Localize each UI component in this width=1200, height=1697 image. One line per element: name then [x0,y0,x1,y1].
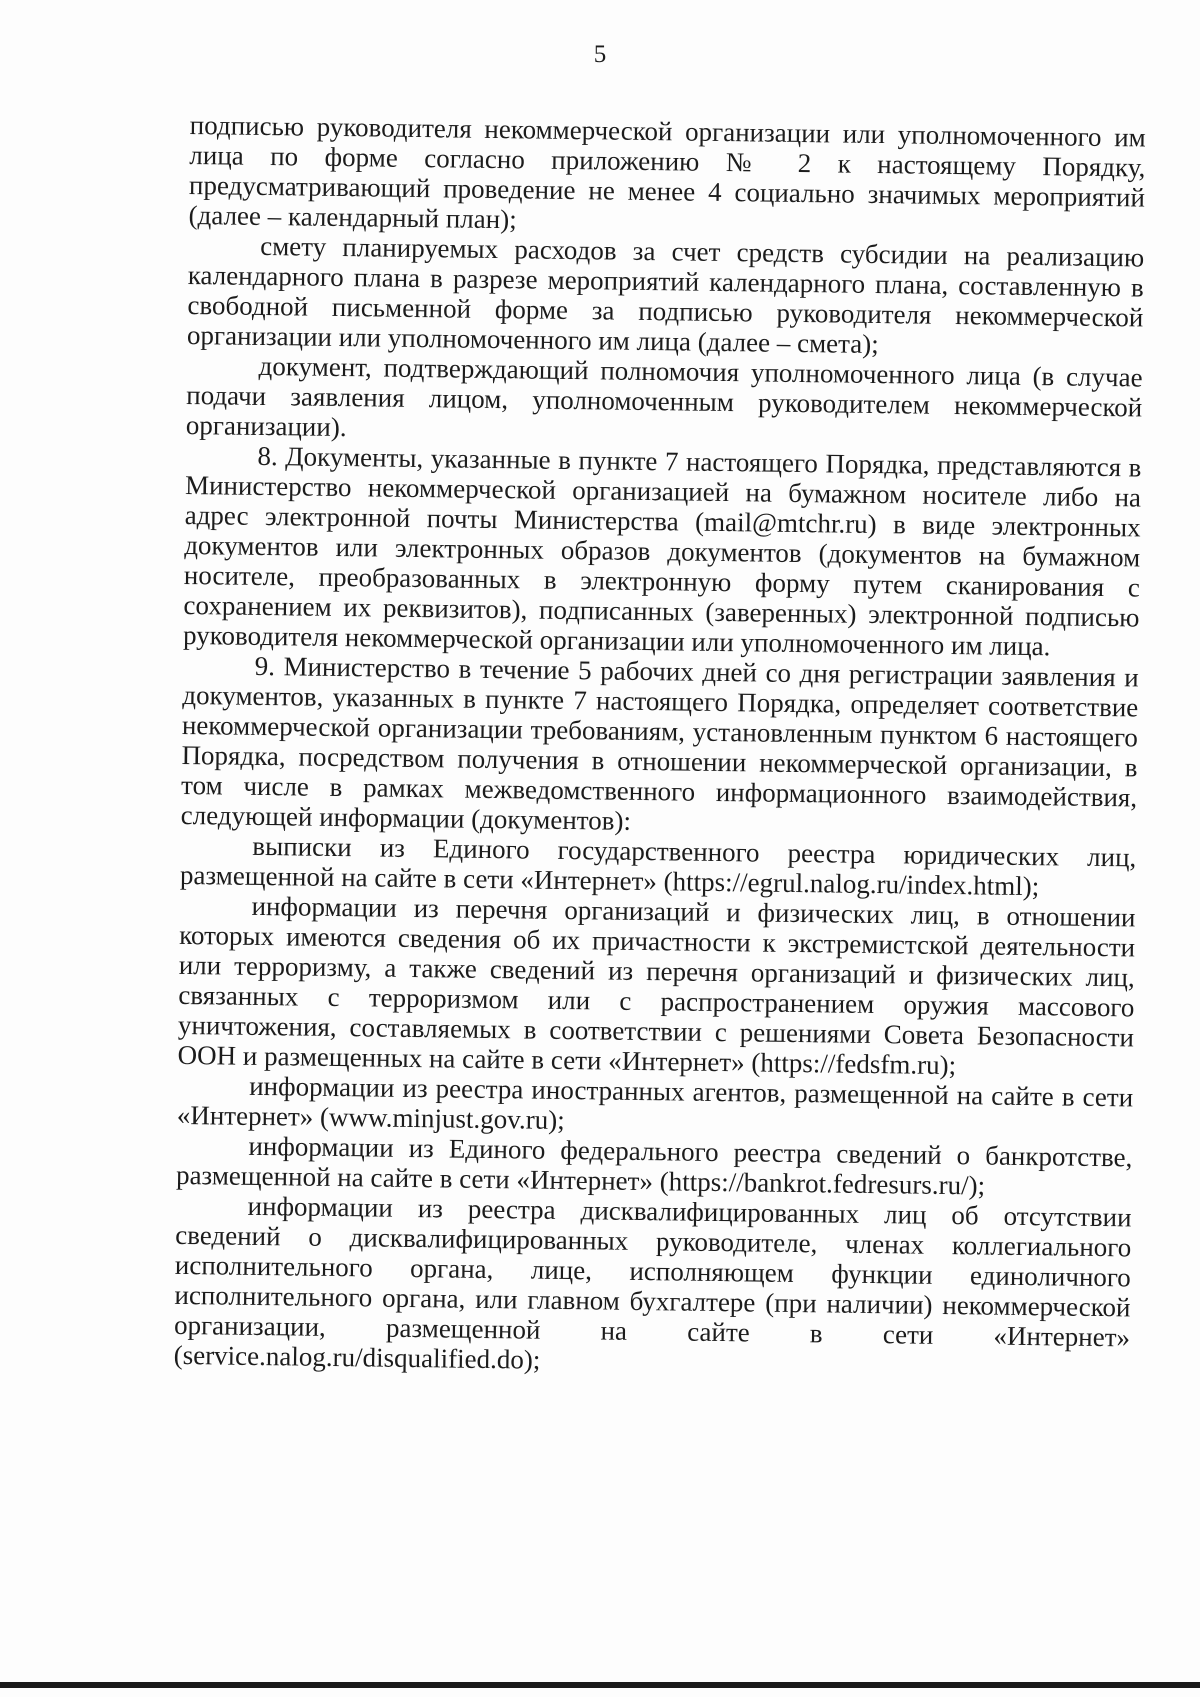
paragraph-bankruptcy-registry: информации из Единого федерального реестра сведений о банкротстве, размещенной на сайте в сети «Интернет» (https://bankrot.fedresurs.ru/); [175,1130,1133,1201]
paragraph-estimate: смету планируемых расходов за счет средств субсидии на реализацию календарного плана в разрезе мероприятий календарного плана, составленную в свободной письменной форме за подписью руководителя некоммерческой организации или уполномоченного им лица (далее – смета); [186,230,1145,360]
document-body [174,110,1146,1382]
page-number: 5 [593,41,607,68]
paragraph-disqualified-registry: информации из реестра дисквалифицированных лиц об отсутствии сведений о дисквалифицированных руководителе, членах коллегиального исполнительного органа, лице, исполняющем функции единоличного исполнительного органа, или главном бухгалтере (при наличии) некоммерческой организации, размещенной на сайте в сети «Интернет» (service.nalog.ru/disqualified.do); [173,1190,1132,1375]
paragraph-authority-document: документ, подтверждающий полномочия уполномоченного лица (в случае подачи заявления лицом, уполномоченным руководителем некоммерческой организации). [185,350,1143,443]
paragraph-extremism-list: информации из перечня организаций и физических лиц, в отношении которых имеются сведения об их причастности к экстремистской деятельности или терроризму, а также сведений из перечня организаций и физических лиц, связанных с терроризмом или с распространением оружия массового уничтожения, составляемых в соответствии с решениями Совета Безопасности ООН и размещенных на сайте в сети «Интернет» (https://fedsfm.ru); [177,890,1136,1081]
paragraph-foreign-agents: информации из реестра иностранных агентов, размещенной на сайте в сети «Интернет» (www.minjust.gov.ru); [176,1070,1134,1135]
paragraph-egrul-extract: выписки из Единого государственного реестра юридических лиц, размещенной на сайте в сети «Интернет» (https://egrul.nalog.ru/index.html); [179,830,1137,902]
paragraph-calendar-plan-continued: подписью руководителя некоммерческой организации или уполномоченного им лица по форме согласно приложению № 2 к настоящему Порядку, предусматривающий проведение не менее 4 социально значимых мероприятий (далее – календарный план); [188,110,1146,235]
paragraph-item-9: 9. Министерство в течение 5 рабочих дней со дня регистрации заявления и документов, указанных в пункте 7 настоящего Порядка, определяет соответствие некоммерческой организации требованиям, установленным пунктом 6 настоящего Порядка, посредством получения в отношении некоммерческой организации, в том числе в рамках межведомственного информационного взаимодействия, следующей информации (документов): [180,650,1139,836]
scan-bottom-edge [0,1682,1200,1688]
paragraph-item-8: 8. Документы, указанные в пункте 7 настоящего Порядка, представляются в Министерство некоммерческой организацией на бумажном носителе либо на адрес электронной почты Министерства (mail@mtchr.ru) в виде электронных документов или электронных образов документов (документов на бумажном носителе, преобразованных в электронную форму путем сканирования с сохранением их реквизитов), подписанных (заверенных) электронной подписью руководителя некоммерческой организации или уполномоченного им лица. [182,440,1142,662]
